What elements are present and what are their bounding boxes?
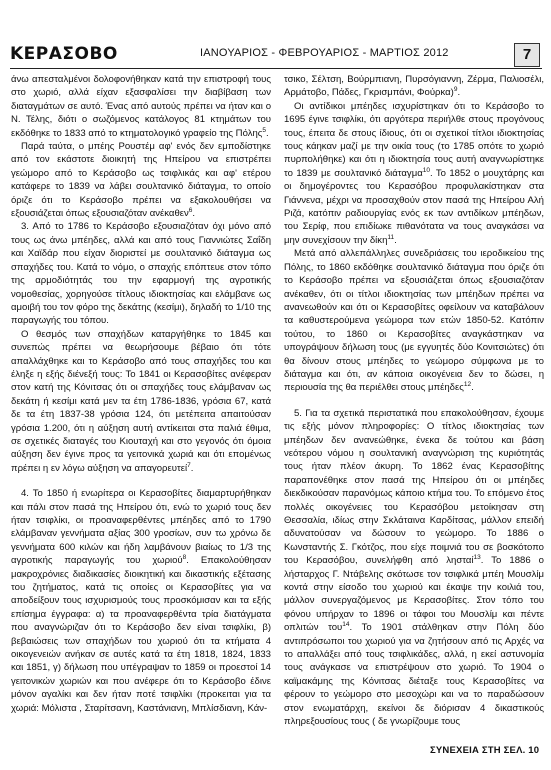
paragraph: 3. Από το 1786 το Κεράσοβο εξουσιαζόταν όχι μόνο από τους ως άνω μπέηδες, αλλά και από τους Γιαννιώτες Σαΐδη και Χαϊδάρ που είχαν διοριστεί με σουλτανικό διάταγμα ως σπαχήδες του. Κατά το νόμο, ο σπαχής επόπτευε στον τόπο της αρμοδιότητάς του την εφαρμογή της αγροτικής νομοθεσίας, χορηγούσε τίτλους ιδιοκτησίας και ελάμβανε ως αμοιβή του τον φόρο της δεκάτης (κεσίμι), δηλαδή το 1/10 της παραγωγής του τόπου. xyxy=(11,221,271,327)
right-column xyxy=(284,73,544,738)
paragraph: 5. Για τα σχετικά περιστατικά που επακολούθησαν, έχουμε τις εξής μόνον πληροφορίες: Ο τίτλος ιδιοκτησίας των μπέηδων δεν ανανεώθηκε, ένεκα δε τούτου και βάση νεότερου νόμου η σουλτανική αναγνώριση της κυριότητάς τους ήταν πλέον άκυρη. Το 1862 ένας Κερασοβίτης παραπονέθηκε στον πασά της Ηπείρου ότι οι μπέηδες διεκδικούσαν παρανόμως κάποιο κτήμα του. Το επόμενο έτος πολλές οικογένειες του Κερασόβου μετοίκησαν στη Θεσσαλία, ιδίως στην Σκλάταινα Καρδίτσας, μάλλον επειδή αδυνατούσαν να δώσουν το γεώμορο. Το 1886 ο Κωνσταντής Σ. Γκότζος, που είχε ποιμνιά του σε βοσκότοπο του Κερασόβου, συνελήφθη από λησταί$^{13}$. Το 1886 ο λήσταρχος Γ. Ντάβελης σκότωσε τον τσιφλικά μπέη Μουσλίμ κοντά στην είσοδο του χωριού και έκαψε την κοιλιά του, μάλλον συνεργαζόμενος με Κερασοβίτες. Στον τόπο του φόνου υπήρχαν το 1896 οι τάφοι του Μουσλίμ και πέντε οπλιτών του$^{14}$. Το 1901 στάλθηκαν στην Πόλη δύο αντιπρόσωποι του χωριού για να ζητήσουν από τις Αρχές να το απαλλάξει από τους τσιφλικάδες, αλλά, η εκεί αστυνομία τους ανάγκασε να επιστρέψουν στο χωριό. Το 1904 ο καϊμακάμης της Κόνιτσας διέταξε τους Κερασοβίτες να φέρουν το γεώμορο στο μεσοχώρι και να το παραδώσουν στον ενωματάρχη, εκείνοι δε διόρισαν 4 δικαστικούς πληρεξουσίους τους ( δε γνωρίζουμε τους xyxy=(284,407,544,728)
issue-dates: ΙΑΝΟΥΑΡΙΟΣ - ΦΕΒΡΟΥΑΡΙΟΣ - ΜΑΡΤΙΟΣ 2012 xyxy=(200,47,449,59)
continuation-note: ΣΥΝΕΧΕΙΑ ΣΤΗ ΣΕΛ. 10 xyxy=(430,745,540,756)
paragraph: Παρά ταύτα, ο μπέης Ρουστέμ αφ' ενός δεν εμποδίστηκε από τον εκάστοτε διοικητή της Ηπείρου να επιστρέπει γεώμορο από το Κεράσοβο ως τσιφλικάς και αφ' ετέρου κατάφερε το 1839 να λάβει σουλτανικό διάταγμα, το οποίο όριζε ότι το Κεράσοβο πρέπει να εξακολουθήσει να εξουσιάζεται όπως εξουσιαζόταν ανέκαθεν$^6$. xyxy=(11,141,271,220)
magazine-logo: ΚΕΡΑΣΟΒΟ xyxy=(10,44,118,64)
page-number: 7 xyxy=(514,43,540,67)
paragraph: τσικο, Σέλτση, Βούρμπιανη, Πυρσόγιαννη, Ζέρμα, Παλιοσέλι, Αρμάτοβο, Πάδες, Γκρισμπάνι, Φούρκα)$^9$. xyxy=(284,74,544,99)
paragraph: Ο θεσμός των σπαχήδων καταργήθηκε το 1845 και συνεπώς πρέπει να θεωρήσουμε βέβαιο ότι τότε απαλλάχθηκε και το Κεράσοβο από τους σπαχήδες του και έληξε η εξής διένεξή τους: Το 1841 οι Κερασοβίτες ανέφεραν στον κατή της Κόνιτσας ότι οι σπαχήδες τους ελάμβαναν ως δεκάτη ή κεσίμι κατά μεν τα έτη 1786-1836, γρόσια 67, κατά δε τα έτη 1837-38 γρόσια 124, ότι μετέπειτα απαιτούσαν γρόσια 1.200, ότι η αύξηση αυτή αντίκειται στα παλιά έθιμα, σε σχετικές διαταγές του Κιουταχή και στο γεγονός ότι όμοια αύξηση δεν έγινε προς τα γειτονικά χωριά και ότι επομένως πρέπει η εν λόγω αύξηση να απαγορευτεί$^7$. xyxy=(11,328,271,474)
paragraph: Μετά από αλλεπάλληλες συνεδριάσεις του ιεροδικείου της Πόλης, το 1860 εκδόθηκε σουλτανικό διάταγμα που όριζε ότι το Κεράσοβο πρέπει να εξουσιάζεται όπως εξουσιαζόταν ανέκαθεν, ότι οι τίτλοι ιδιοκτησίας των μπέηδων πρέπει να ανανεωθούν και ότι οι Κερασοβίτες οφείλουν να καταβάλουν τα καθυστερούμενα γεώμορα των ετών 1850-52. Κατόπιν τούτου, το 1860 οι Κερασοβίτες αναγκάστηκαν να υπογράψουν δήλωση τους (με εγγυητές δύο Κονιτσιώτες) ότι θα δίνουν στους μπέηδες το γεώμορο σύμφωνα με το διάταγμα και ότι, αν κάποια οικογένεια δεν το δώσει, η περιουσία της θα περιέλθει στους μπέηδες$^{12}$. xyxy=(284,248,544,394)
paragraph: Οι αντίδικοι μπέηδες ισχυρίστηκαν ότι το Κεράσοβο το 1695 έγινε τσιφλίκι, ότι αργότερα περιήλθε στους προγόνους τους, έπειτα δε στους ίδιους, ότι οι σχετικοί τίτλοι ιδιοκτησίας τους κάηκαν μαζί με την οικία τους (το 1785 οπότε το χωριό πυρπολήθηκε) και ότι η ιδιοκτησία τους αυτή αναγνωρίστηκε το 1839 με σουλτανικό διάταγμα$^{10}$. Το 1852 ο μουχτάρης και οι δημογέροντες του Κερασόβου προφυλακίστηκαν στα Γιάννενα, μέχρι να προσαχθούν στον πασά της Ηπείρου Αλή Ριζά, κατόπιν ραδιουργίας ενός εκ των αντιδίκων μπέηδων, του Σερίφ, που επιδίωκε πιθανότατα να τους αναγκάσει να μην συνεχίσουν την δίκη$^{11}$. xyxy=(284,100,544,246)
paragraph: 4. Το 1850 ή ενωρίτερα οι Κερασοβίτες διαμαρτυρήθηκαν και πάλι στον πασά της Ηπείρου ότι, ενώ το χωριό τους δεν ήταν τσιφλίκι, οι προαναφερθέντες μπέηδες από το 1790 ελάμβαναν γεννήματα αξίας 300 γροσίων, συν τω χρόνω δε γεννήματα 600 κιλών και ήδη λαμβάνουν βιαίως το 1/3 της αγροτικής παραγωγής του χωριού$^8$. Επακολούθησαν μακροχρόνιες διαδικασίες διοικητική και δικαστικής εξέτασης του ζητήματος, κατά τις οποίες οι Κερασοβίτες για να αποδείξουν τους ισχυρισμούς τους προσκόμισαν και τα εξής επίσημα έγγραφα: α) τα προαναφερθέντα τρία διατάγματα που αναγνώριζαν ότι το Κεράσοβο δεν είναι τσιφλίκι, β) βεβαιώσεις των σπαχήδων του χωριού ότι τα κτήματα 4 οικογενειών ανήκαν σε αυτές κατά τα έτη 1818, 1824, 1833 και 1851, γ) δήλωση που υπέγραψαν το 1859 οι προεστοί 14 γειτονικών χωριών και που ανέφερε ότι το Κεράσοβο έδινε μόνον αγαλίκι και δεν ήταν ποτέ τσιφλίκι (προκειται για τα χωριά: Μόλιστα , Σταρίτσανη, Καστάνιανη, Μπλίσδιανη, Κάν- xyxy=(11,488,271,714)
header-rule xyxy=(10,68,542,69)
masthead xyxy=(10,44,542,66)
paragraph: άνω απεσταλμένοι δολοφονήθηκαν κατά την επιστροφή τους στο χωριό, αλλά είχαν εξασφαλίσει την διαβίβαση των διαταγμάτων σε αυτό. Ένας από αυτούς πρέπει να ήταν και ο Ν. Τέλης, διότι ο σωζόμενος κατάλογος 81 κτημάτων του εκδόθηκε το 1833 από το κτηματολογικό γραφείο της Πόλης$^5$. xyxy=(11,74,271,139)
left-column xyxy=(11,73,271,763)
